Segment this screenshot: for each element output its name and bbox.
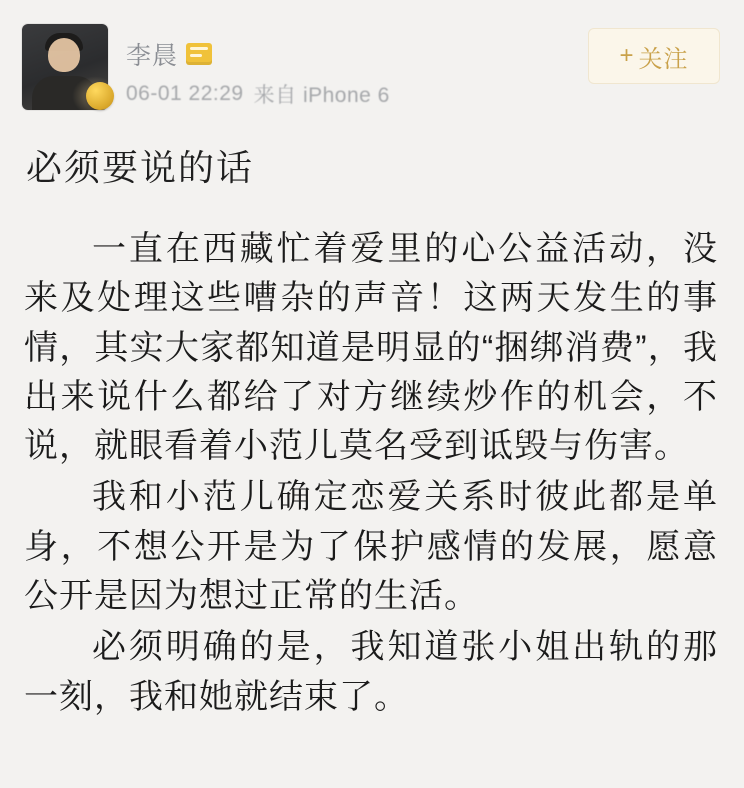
post-body [24,225,718,722]
coin-icon [86,82,114,110]
author-name-row [126,36,390,72]
plus-icon: + [619,42,635,69]
avatar-face-shape [48,38,80,72]
post-timestamp: 06-01 22:29 [126,82,244,105]
post-paragraph: 必须明确的是，我知道张小姐出轨的那一刻，我和她就结束了。 [24,628,718,716]
author-name[interactable]: 李晨 [126,42,179,70]
post-meta-row [126,79,390,109]
follow-button[interactable] [588,28,720,84]
author-info [126,24,390,109]
post-paragraph: 我和小范儿确定恋爱关系时彼此都是单身，不想公开是为了保护感情的发展，愿意公开是因为想过正常的生活。 [24,478,718,616]
vip-crown-icon [186,43,212,65]
post-header [0,0,744,110]
post-source: 来自 iPhone 6 [253,84,390,107]
follow-button-label: 关注 [638,45,689,73]
post-paragraph: 一直在西藏忙着爱里的心公益活动，没来及处理这些嘈杂的声音！这两天发生的事情，其实大家都知道是明显的“捆绑消费”，我出来说什么都给了对方继续炒作的机会，不说，就眼看着小范儿莫名受到诋毁与伤害。 [24,230,718,466]
page-title: 必须要说的话 [26,147,255,188]
